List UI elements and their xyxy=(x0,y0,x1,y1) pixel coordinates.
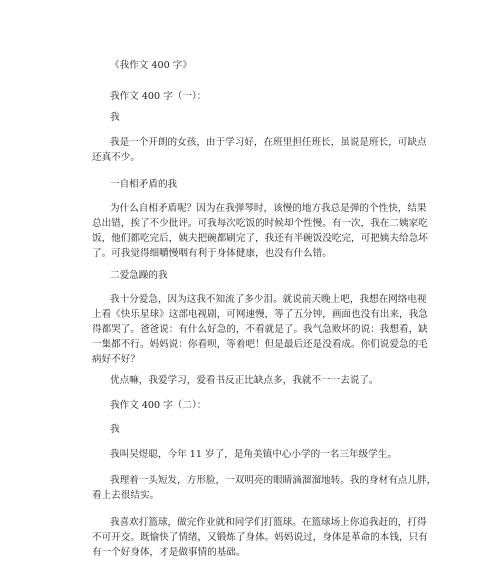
part2-appearance-paragraph xyxy=(92,473,437,503)
part2-heading: 我作文 400 字（二）： xyxy=(110,400,207,411)
section2-line-2: 上看《快乐星球》这部电视剧，可网速慢，等了五分钟，画面也没有出来，我急 xyxy=(92,309,428,320)
section2-line-1: 我十分爱急，因为这我不知流了多少泪。就说前天晚上吧，我想在网络电视 xyxy=(110,294,427,305)
section1-line-1: 为什么自相矛盾呢？因为在我弹琴时，该慢的地方我总是弹的个性快，结果 xyxy=(110,203,427,214)
intro-line-1: 我是一个开朗的女孩，由于学习好，在班里担任班长，虽说是班长，可缺点 xyxy=(110,137,427,148)
section1-line-2: 总出错，挨了不少批评。可我每次吃饭的时候却个性慢。有一次，我在二姨家吃 xyxy=(92,218,428,229)
section1-paragraph xyxy=(92,201,428,261)
part2-hobby-line-2: 不可开交。既愉快了情绪，又锻炼了身体。妈妈说过，身体是革命的本钱，只有 xyxy=(92,532,428,543)
section2-paragraph xyxy=(92,292,428,367)
part2-hobby-paragraph xyxy=(92,515,428,560)
part2-intro-line: 我叫吴煜聪，今年 11 岁了，是角美镇中心小学的一名三年级学生。 xyxy=(110,449,397,460)
part1-subtitle: 我 xyxy=(110,112,120,123)
section2-heading: 二爱急躁的我 xyxy=(110,270,168,281)
intro-paragraph xyxy=(92,135,427,165)
section1-heading: 一自相矛盾的我 xyxy=(110,179,178,190)
section2-line-4: 一集都不行。妈妈说：你看呗，等着吧！但是最后还是没看成。你们说爱急的毛 xyxy=(92,339,428,350)
part1-heading: 我作文 400 字（一）： xyxy=(110,91,207,102)
section1-line-4: 了。可我觉得细嚼慢咽有利于身体健康，也没有什么错。 xyxy=(92,248,332,259)
section2-line-5: 病好不好？ xyxy=(92,354,140,365)
part2-hobby-line-3: 有一个好身体，才是做事情的基础。 xyxy=(92,547,246,558)
closing-line: 优点嘛，我爱学习，爱看书反正比缺点多，我就不一一去说了。 xyxy=(110,375,379,386)
section2-line-3: 得都哭了。爸爸说：有什么好急的，不看就是了。我气急败坏的说：我想看，缺 xyxy=(92,324,428,335)
part2-subtitle: 我 xyxy=(110,424,120,435)
part2-hobby-line-1: 我喜欢打篮球，做完作业就和同学们打篮球。在篮球场上你追我赶的，打得 xyxy=(110,517,427,528)
part2-appearance-line-2: 看上去很结实。 xyxy=(92,490,160,501)
intro-line-2: 还真不少。 xyxy=(92,152,140,163)
part2-appearance-line-1: 我理着一头短发，方形脸，一双明亮的眼睛滴溜溜地转。我的身材有点儿胖， xyxy=(110,475,437,486)
section1-line-3: 饭，他们都吃完后，姨夫把碗都刷完了，我还有半碗饭没吃完，可把姨夫给急坏 xyxy=(92,233,428,244)
document-title: 《我作文 400 字》 xyxy=(110,60,192,71)
